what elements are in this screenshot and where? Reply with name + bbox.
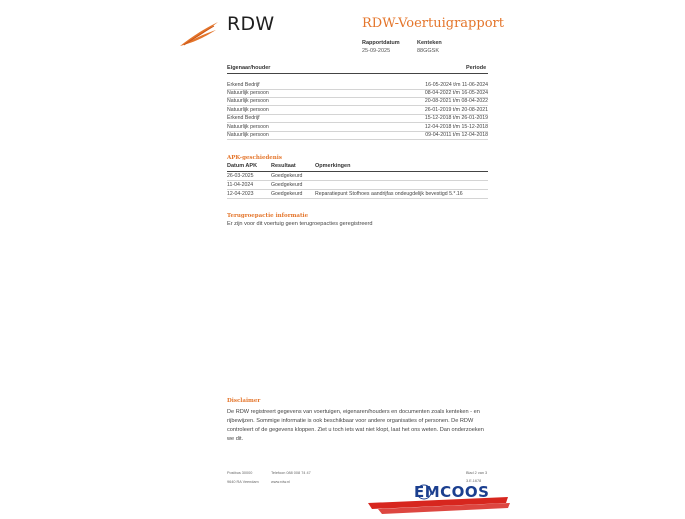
plate-value: 88GGSK [417, 48, 440, 54]
owner-cell: Erkend Bedrijf [227, 82, 260, 88]
apk-result-header: Resultaat [271, 163, 296, 169]
period-column-header: Periode [466, 65, 487, 71]
owners-header-rule [227, 73, 488, 74]
table-row [227, 190, 488, 199]
apk-date-header: Datum APK [227, 163, 258, 169]
period-cell: 12-04-2018 t/m 15-12-2018 [424, 124, 488, 130]
footer-code: 3.E.1678 [466, 479, 482, 483]
document-title: RDW-Voertuigrapport [362, 16, 504, 31]
emcoos-logo-text: EMCOOS [414, 483, 490, 501]
apk-remarks-cell: Reparatiepunt Stofhoes aandrijfas ondeugdelijk bevestigd 5.*.16 [315, 191, 463, 197]
apk-remarks-header: Opmerkingen [315, 163, 351, 169]
apk-date-cell: 11-04-2024 [227, 182, 254, 188]
table-row [227, 131, 488, 140]
disclaimer-line: De RDW registreert gegevens van voertuigen, eigenaren/houders en documenten zoals kenteken - en [227, 409, 480, 415]
footer-postbus: Postbus 30000 [227, 471, 253, 475]
period-cell: 26-01-2019 t/m 20-08-2021 [424, 107, 488, 113]
plate-label: Kenteken [417, 40, 442, 46]
owner-cell: Erkend Bedrijf [227, 115, 260, 121]
apk-result-cell: Goedgekeurd [271, 173, 303, 179]
apk-date-cell: 12-04-2023 [227, 191, 254, 197]
owner-column-header: Eigenaar/houder [227, 65, 271, 71]
recall-text: Er zijn voor dit voertuig geen terugroepacties geregistreerd [227, 221, 373, 227]
table-row [227, 181, 488, 190]
owner-cell: Natuurlijk persoon [227, 107, 269, 113]
footer-page-number: Blad 2 van 3 [466, 471, 488, 475]
rdw-logo-icon [178, 20, 220, 48]
table-row [227, 114, 488, 123]
apk-date-cell: 26-03-2025 [227, 173, 254, 179]
owner-cell: Natuurlijk persoon [227, 98, 269, 104]
owner-cell: Natuurlijk persoon [227, 90, 269, 96]
table-row [227, 97, 488, 106]
footer-postcode: 9640 RA Veendam [227, 480, 259, 484]
disclaimer-line: we dit. [227, 436, 244, 442]
apk-result-cell: Goedgekeurd [271, 191, 303, 197]
table-row [227, 172, 488, 181]
apk-result-cell: Goedgekeurd [271, 182, 303, 188]
footer-web[interactable]: www.rdw.nl [271, 480, 290, 484]
footer-phone: Telefoon 088 008 74 47 [271, 471, 311, 475]
period-cell: 16-05-2024 t/m 11-06-2024 [425, 82, 488, 88]
disclaimer-line: controleert of de gegevens kloppen. Ziet u toch iets wat niet klopt, laat het ons weten. Dan onderzoeken [227, 427, 484, 433]
apk-section-title: APK-geschiedenis [227, 155, 282, 161]
disclaimer-line: rijbewijzen. Sommige informatie is ook beschikbaar voor andere organisaties of personen. De RDW [227, 418, 474, 424]
period-cell: 15-12-2018 t/m 26-01-2019 [424, 115, 488, 121]
recall-section-title: Terugroepactie informatie [227, 213, 309, 219]
owner-cell: Natuurlijk persoon [227, 132, 269, 138]
disclaimer-title: Disclaimer [227, 398, 261, 404]
period-cell: 09-04-2011 t/m 12-04-2018 [425, 132, 488, 138]
emcoos-watermark [368, 483, 513, 514]
period-cell: 08-04-2022 t/m 16-05-2024 [424, 90, 488, 96]
period-cell: 20-08-2021 t/m 08-04-2022 [424, 98, 488, 104]
brand-name: RDW [227, 13, 275, 35]
report-date-value: 25-09-2025 [362, 48, 391, 54]
owner-cell: Natuurlijk persoon [227, 124, 269, 130]
report-date-label: Rapportdatum [362, 40, 400, 46]
